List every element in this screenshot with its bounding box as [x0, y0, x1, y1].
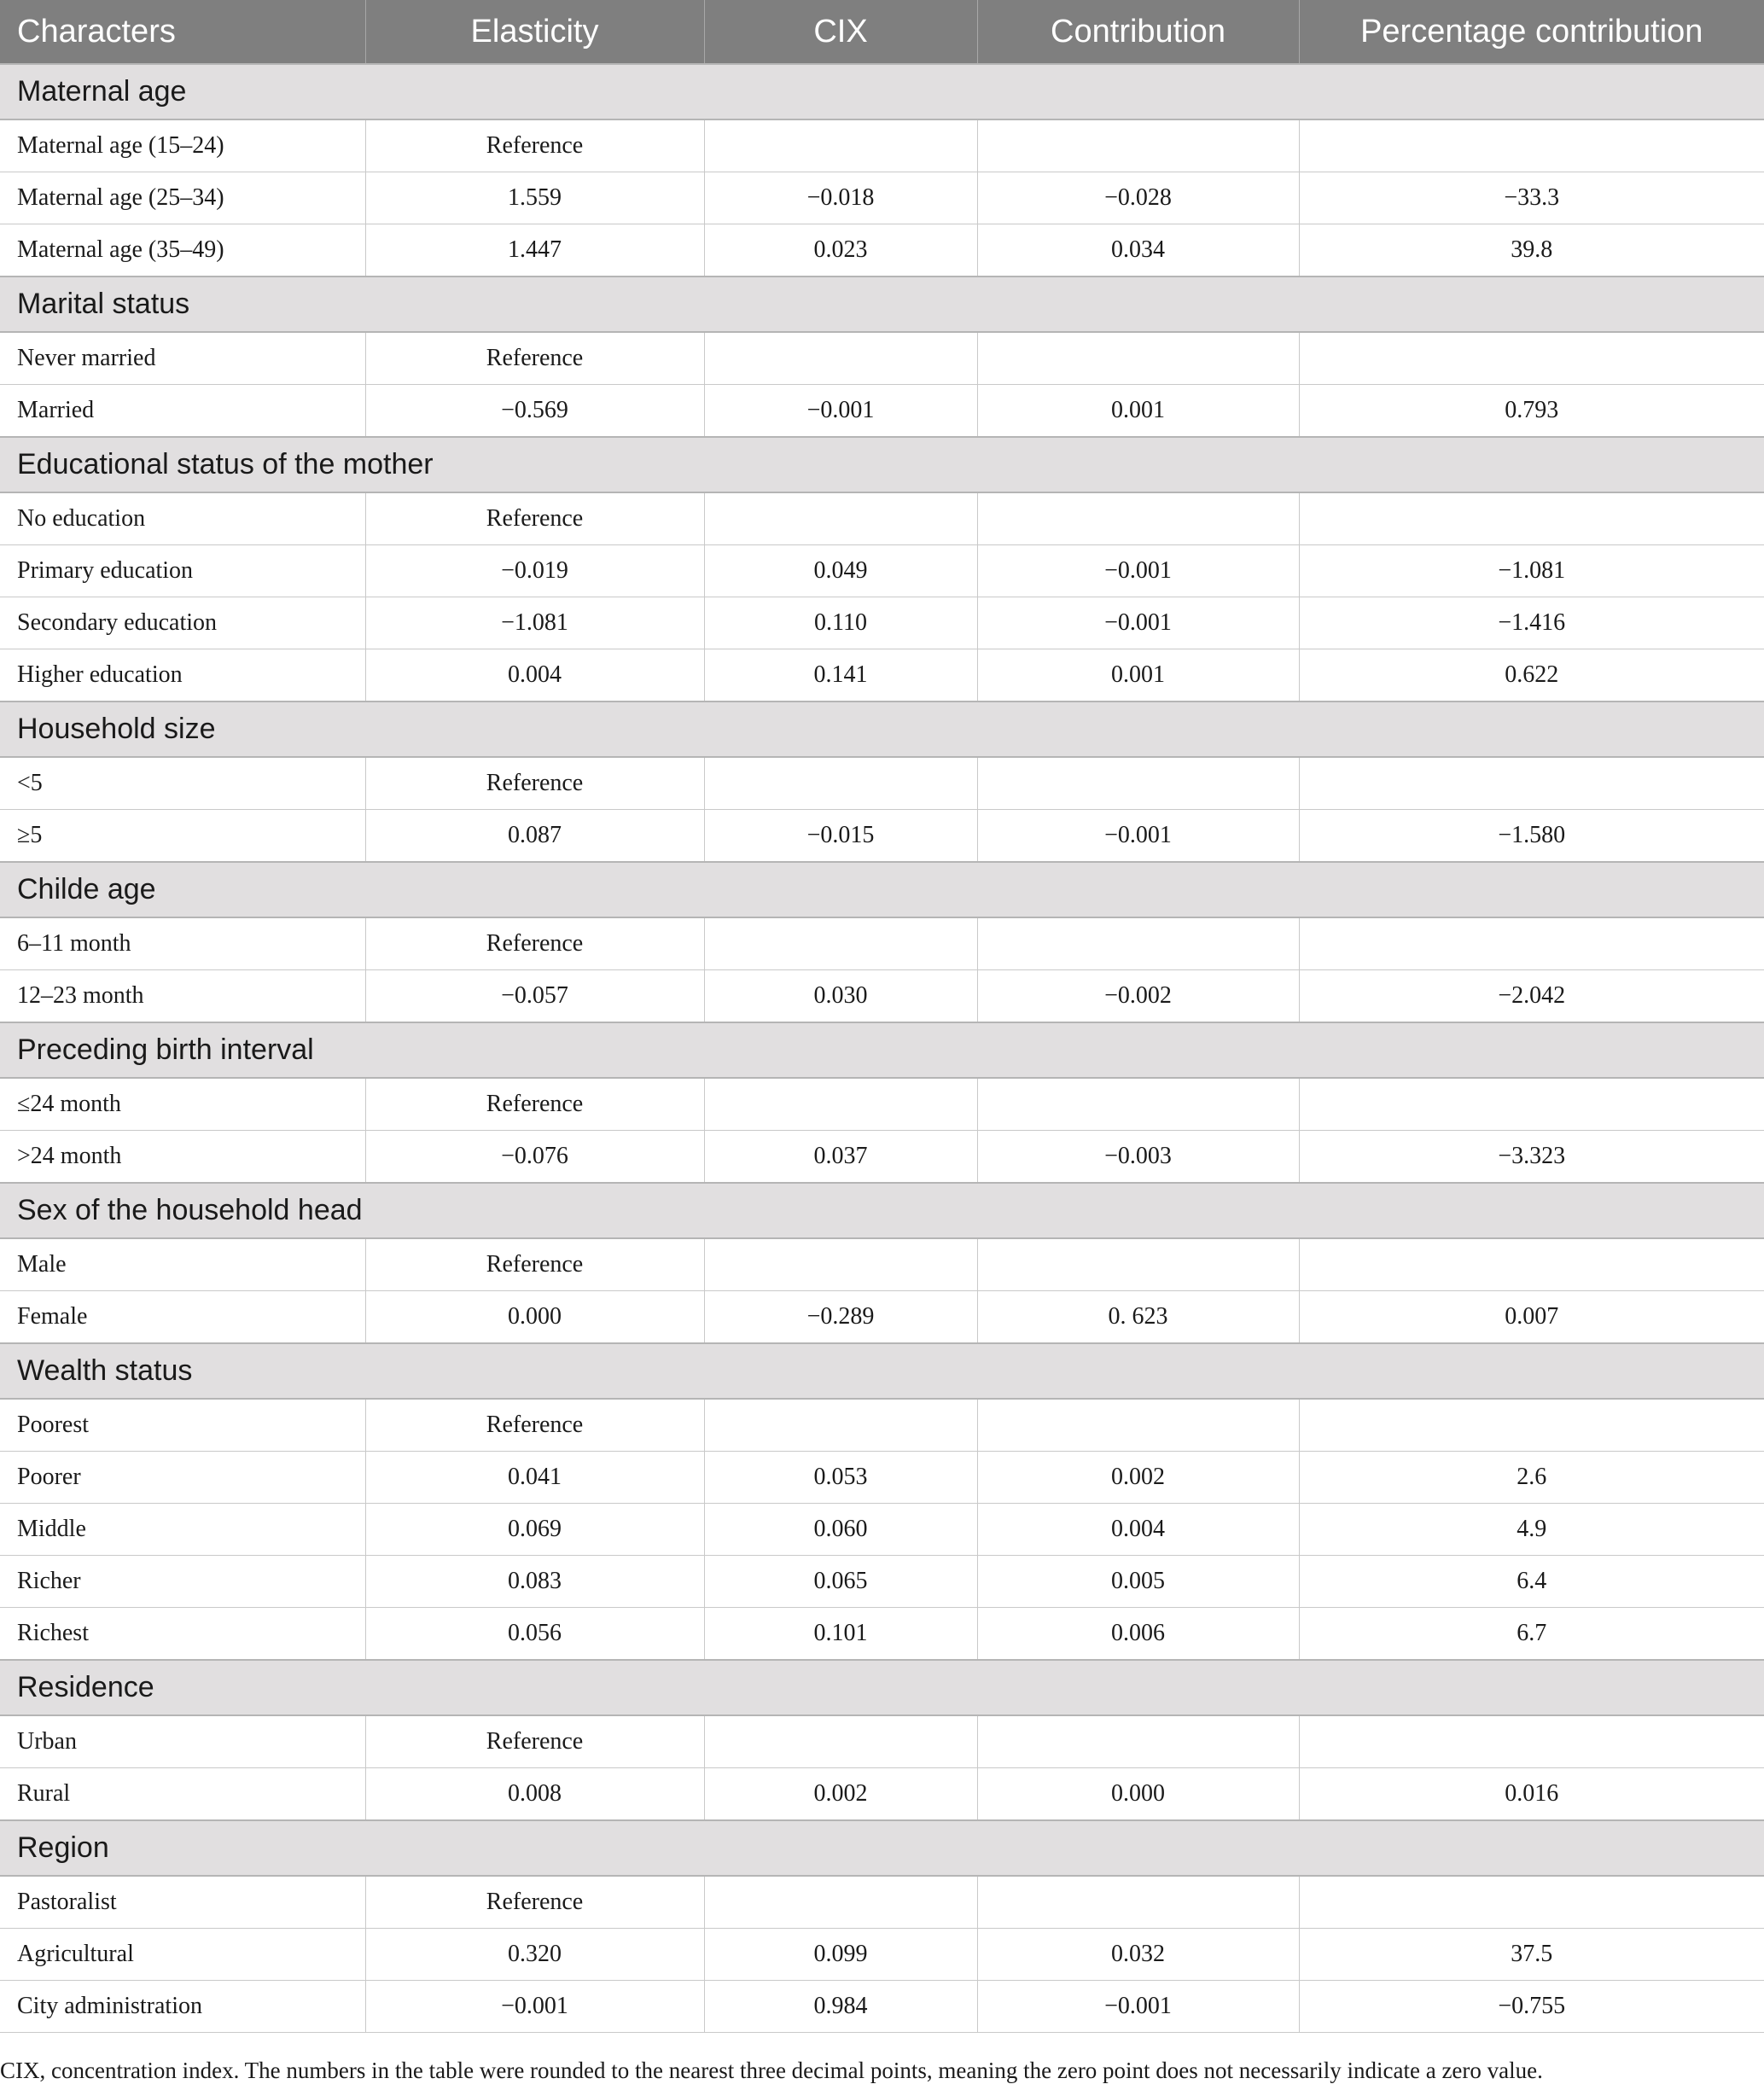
cell-cix: 0.141 [704, 649, 977, 702]
cell-characters: >24 month [0, 1131, 365, 1184]
table-row [0, 970, 1764, 1023]
section-title: Region [0, 1820, 1764, 1876]
cell-percentage-contribution: 37.5 [1299, 1929, 1764, 1981]
cell-percentage-contribution: 0.007 [1299, 1291, 1764, 1344]
cell-contribution: 0.034 [977, 224, 1299, 277]
cell-contribution: 0.001 [977, 385, 1299, 438]
cell-percentage-contribution: −1.081 [1299, 545, 1764, 597]
cell-characters: Male [0, 1238, 365, 1291]
cell-characters: <5 [0, 757, 365, 810]
cell-elasticity: 0.320 [365, 1929, 704, 1981]
table-row [0, 1238, 1764, 1291]
cell-characters: Middle [0, 1504, 365, 1556]
cell-cix [704, 917, 977, 970]
cell-cix: 0.984 [704, 1981, 977, 2033]
cell-elasticity: Reference [365, 119, 704, 172]
cell-cix: 0.053 [704, 1452, 977, 1504]
cell-elasticity: Reference [365, 757, 704, 810]
cell-percentage-contribution: 0.622 [1299, 649, 1764, 702]
cell-contribution: 0.001 [977, 649, 1299, 702]
section-title: Educational status of the mother [0, 437, 1764, 492]
cell-contribution [977, 1715, 1299, 1768]
cell-characters: Higher education [0, 649, 365, 702]
footnote: CIX, concentration index. The numbers in the table were rounded to the nearest three decimal points, meaning the zero point does not necessarily indicate a zero value. [0, 2058, 1543, 2083]
table-row [0, 917, 1764, 970]
table-row [0, 492, 1764, 545]
cell-contribution [977, 1078, 1299, 1131]
section-title: Sex of the household head [0, 1183, 1764, 1238]
table-row [0, 757, 1764, 810]
cell-percentage-contribution: −3.323 [1299, 1131, 1764, 1184]
cell-contribution [977, 119, 1299, 172]
cell-characters: Female [0, 1291, 365, 1344]
section-title: Marital status [0, 277, 1764, 332]
cell-contribution: −0.002 [977, 970, 1299, 1023]
table-row [0, 597, 1764, 649]
cell-contribution: −0.003 [977, 1131, 1299, 1184]
cell-characters: 12–23 month [0, 970, 365, 1023]
cell-characters: 6–11 month [0, 917, 365, 970]
section-row [0, 1660, 1764, 1715]
cell-percentage-contribution: −0.755 [1299, 1981, 1764, 2033]
cell-characters: Never married [0, 332, 365, 385]
cell-percentage-contribution: 2.6 [1299, 1452, 1764, 1504]
cell-elasticity: −0.001 [365, 1981, 704, 2033]
cell-cix [704, 119, 977, 172]
cell-cix [704, 1238, 977, 1291]
cell-percentage-contribution [1299, 492, 1764, 545]
cell-elasticity: Reference [365, 1238, 704, 1291]
section-title: Childe age [0, 862, 1764, 917]
cell-contribution [977, 1238, 1299, 1291]
cell-contribution [977, 917, 1299, 970]
cell-elasticity: 0.041 [365, 1452, 704, 1504]
cell-contribution [977, 757, 1299, 810]
table-row [0, 1452, 1764, 1504]
section-row [0, 437, 1764, 492]
section-title: Household size [0, 702, 1764, 757]
section-row [0, 1820, 1764, 1876]
cell-contribution: −0.028 [977, 172, 1299, 224]
table-row [0, 1078, 1764, 1131]
cell-percentage-contribution [1299, 1399, 1764, 1452]
section-title: Wealth status [0, 1343, 1764, 1399]
cell-elasticity: Reference [365, 332, 704, 385]
cell-cix [704, 492, 977, 545]
section-title: Residence [0, 1660, 1764, 1715]
table-row [0, 1504, 1764, 1556]
cell-elasticity: Reference [365, 1078, 704, 1131]
cell-cix [704, 1715, 977, 1768]
cell-elasticity: 0.004 [365, 649, 704, 702]
cell-cix: 0.030 [704, 970, 977, 1023]
cell-cix: 0.110 [704, 597, 977, 649]
table-row [0, 1399, 1764, 1452]
cell-elasticity: Reference [365, 1876, 704, 1929]
cell-characters: Poorest [0, 1399, 365, 1452]
cell-characters: No education [0, 492, 365, 545]
cell-contribution: 0.004 [977, 1504, 1299, 1556]
cell-percentage-contribution [1299, 1876, 1764, 1929]
cell-contribution: −0.001 [977, 1981, 1299, 2033]
section-row [0, 862, 1764, 917]
cell-contribution: 0.032 [977, 1929, 1299, 1981]
section-row [0, 1343, 1764, 1399]
cell-cix: −0.018 [704, 172, 977, 224]
cell-cix [704, 757, 977, 810]
cell-percentage-contribution: −1.416 [1299, 597, 1764, 649]
table-row [0, 1876, 1764, 1929]
cell-contribution: 0.006 [977, 1608, 1299, 1661]
cell-percentage-contribution [1299, 1078, 1764, 1131]
cell-contribution: −0.001 [977, 810, 1299, 863]
table-row [0, 119, 1764, 172]
section-row [0, 64, 1764, 119]
table-row [0, 1981, 1764, 2033]
cell-characters: Secondary education [0, 597, 365, 649]
table-body [0, 64, 1764, 2033]
cell-percentage-contribution [1299, 332, 1764, 385]
cell-elasticity: Reference [365, 1399, 704, 1452]
cell-cix: 0.037 [704, 1131, 977, 1184]
cell-characters: Rural [0, 1768, 365, 1821]
cell-contribution [977, 332, 1299, 385]
cell-percentage-contribution [1299, 1715, 1764, 1768]
cell-percentage-contribution: −33.3 [1299, 172, 1764, 224]
cell-contribution [977, 492, 1299, 545]
cell-percentage-contribution [1299, 1238, 1764, 1291]
cell-elasticity: 1.447 [365, 224, 704, 277]
cell-characters: ≤24 month [0, 1078, 365, 1131]
cell-elasticity: 0.008 [365, 1768, 704, 1821]
cell-cix: 0.099 [704, 1929, 977, 1981]
cell-characters: Maternal age (15–24) [0, 119, 365, 172]
cell-elasticity: −0.076 [365, 1131, 704, 1184]
cell-elasticity: −0.057 [365, 970, 704, 1023]
cell-contribution: 0.005 [977, 1556, 1299, 1608]
table-row [0, 649, 1764, 702]
cell-elasticity: 0.083 [365, 1556, 704, 1608]
cell-characters: Maternal age (25–34) [0, 172, 365, 224]
cell-contribution: 0.000 [977, 1768, 1299, 1821]
cell-percentage-contribution [1299, 757, 1764, 810]
cell-percentage-contribution: 0.016 [1299, 1768, 1764, 1821]
cell-characters: ≥5 [0, 810, 365, 863]
cell-cix [704, 1876, 977, 1929]
cell-elasticity: Reference [365, 917, 704, 970]
cell-percentage-contribution: 0.793 [1299, 385, 1764, 438]
cell-contribution: 0.002 [977, 1452, 1299, 1504]
cell-elasticity: −0.019 [365, 545, 704, 597]
cell-percentage-contribution: 39.8 [1299, 224, 1764, 277]
section-row [0, 1183, 1764, 1238]
cell-characters: Married [0, 385, 365, 438]
cell-elasticity: −1.081 [365, 597, 704, 649]
cell-percentage-contribution: 6.4 [1299, 1556, 1764, 1608]
cell-cix: −0.015 [704, 810, 977, 863]
header-elasticity: Elasticity [365, 0, 704, 64]
table-row [0, 172, 1764, 224]
cell-characters: Primary education [0, 545, 365, 597]
cell-contribution [977, 1876, 1299, 1929]
table-row [0, 332, 1764, 385]
header-percentage-contribution: Percentage contribution [1299, 0, 1764, 64]
table-row [0, 1131, 1764, 1184]
cell-cix: 0.060 [704, 1504, 977, 1556]
section-row [0, 1022, 1764, 1078]
section-row [0, 702, 1764, 757]
cell-cix: 0.002 [704, 1768, 977, 1821]
table-row [0, 1291, 1764, 1344]
table-row [0, 810, 1764, 863]
cell-cix: −0.289 [704, 1291, 977, 1344]
cell-characters: Maternal age (35–49) [0, 224, 365, 277]
cell-cix: 0.023 [704, 224, 977, 277]
table-row [0, 224, 1764, 277]
cell-elasticity: 0.087 [365, 810, 704, 863]
cell-contribution: −0.001 [977, 545, 1299, 597]
cell-characters: Urban [0, 1715, 365, 1768]
cell-contribution: −0.001 [977, 597, 1299, 649]
cell-characters: Agricultural [0, 1929, 365, 1981]
cell-elasticity: 1.559 [365, 172, 704, 224]
cell-elasticity: Reference [365, 492, 704, 545]
cell-characters: Poorer [0, 1452, 365, 1504]
table-row [0, 545, 1764, 597]
header-row [0, 0, 1764, 64]
cell-percentage-contribution: −1.580 [1299, 810, 1764, 863]
cell-elasticity: 0.000 [365, 1291, 704, 1344]
header-cix: CIX [704, 0, 977, 64]
cell-characters: Richer [0, 1556, 365, 1608]
cell-cix: −0.001 [704, 385, 977, 438]
cell-cix [704, 332, 977, 385]
cell-contribution: 0. 623 [977, 1291, 1299, 1344]
cell-elasticity: Reference [365, 1715, 704, 1768]
cell-cix: 0.101 [704, 1608, 977, 1661]
cell-cix [704, 1078, 977, 1131]
cell-contribution [977, 1399, 1299, 1452]
cell-cix: 0.049 [704, 545, 977, 597]
table-row [0, 1768, 1764, 1821]
cell-characters: City administration [0, 1981, 365, 2033]
header-contribution: Contribution [977, 0, 1299, 64]
cell-characters: Pastoralist [0, 1876, 365, 1929]
cell-elasticity: 0.069 [365, 1504, 704, 1556]
cell-cix [704, 1399, 977, 1452]
cell-percentage-contribution: 6.7 [1299, 1608, 1764, 1661]
cell-elasticity: 0.056 [365, 1608, 704, 1661]
cell-percentage-contribution: −2.042 [1299, 970, 1764, 1023]
table-row [0, 385, 1764, 438]
table-row [0, 1715, 1764, 1768]
table-row [0, 1929, 1764, 1981]
cell-characters: Richest [0, 1608, 365, 1661]
cell-percentage-contribution [1299, 917, 1764, 970]
section-title: Maternal age [0, 64, 1764, 119]
table-row [0, 1556, 1764, 1608]
cell-elasticity: −0.569 [365, 385, 704, 438]
cell-cix: 0.065 [704, 1556, 977, 1608]
cell-percentage-contribution [1299, 119, 1764, 172]
cell-percentage-contribution: 4.9 [1299, 1504, 1764, 1556]
section-row [0, 277, 1764, 332]
header-characters: Characters [0, 0, 365, 64]
table-row [0, 1608, 1764, 1661]
section-title: Preceding birth interval [0, 1022, 1764, 1078]
